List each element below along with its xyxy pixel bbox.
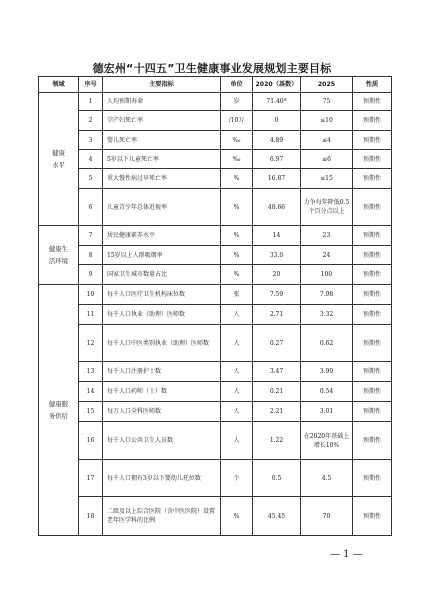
area-label: 活环境 <box>48 257 69 265</box>
table-row <box>39 226 392 246</box>
base-value: 4.89 <box>253 131 301 150</box>
row-number: 12 <box>79 325 103 362</box>
nature: 预期性 <box>353 285 392 305</box>
table-row <box>39 189 392 226</box>
indicator-name: 每千人口注册护士数 <box>103 362 221 382</box>
table-row <box>39 382 392 402</box>
header-indicator: 主要指标 <box>103 77 221 93</box>
nature: 预期性 <box>353 131 392 150</box>
table-row <box>39 265 392 285</box>
base-value: 6.97 <box>253 150 301 169</box>
area-cell <box>39 285 79 536</box>
target-value: 在2020年基础上增长10% <box>301 422 353 460</box>
base-value: 2.71 <box>253 305 301 325</box>
header-base-2020: 2020（基数） <box>253 77 301 93</box>
indicator-name: 儿童青少年总体近视率 <box>103 189 221 226</box>
base-value: 3.47 <box>253 362 301 382</box>
nature: 预期性 <box>353 382 392 402</box>
unit: ‰ <box>221 131 253 150</box>
nature: 预期性 <box>353 402 392 422</box>
indicator-name: 婴儿死亡率 <box>103 131 221 150</box>
row-number: 16 <box>79 422 103 460</box>
unit: % <box>221 226 253 246</box>
base-value: 2.21 <box>253 402 301 422</box>
target-value: 力争每年降低0.5个百分点以上 <box>301 189 353 226</box>
target-value: 0.62 <box>301 325 353 362</box>
table-row <box>39 150 392 169</box>
row-number: 13 <box>79 362 103 382</box>
indicator-name: 15岁以上人群吸烟率 <box>103 246 221 265</box>
area-label: 健康生 <box>48 244 69 253</box>
table-row <box>39 169 392 189</box>
header-nature: 性质 <box>353 77 392 93</box>
indicator-name: 5岁以下儿童死亡率 <box>103 150 221 169</box>
nature: 预期性 <box>353 150 392 169</box>
row-number: 14 <box>79 382 103 402</box>
unit: % <box>221 497 253 536</box>
indicator-name: 每千人口中医类别执业（助理）医师数 <box>103 325 221 362</box>
area-label: 健康 <box>52 148 65 157</box>
nature: 预期性 <box>353 325 392 362</box>
indicator-name: 每千人口公共卫生人员数 <box>103 422 221 460</box>
table-row <box>39 93 392 111</box>
row-number: 1 <box>79 93 103 111</box>
nature: 预期性 <box>353 246 392 265</box>
unit: % <box>221 246 253 265</box>
unit: ‰ <box>221 150 253 169</box>
base-value: 45.45 <box>253 497 301 536</box>
target-value: 4.5 <box>301 460 353 497</box>
row-number: 8 <box>79 246 103 265</box>
indicator-name: 二级及以上综合医院（含中医医院）设置老年医学科的比例 <box>103 497 221 536</box>
header-target-2025: 2025 <box>301 77 353 93</box>
area-cell <box>39 93 79 226</box>
base-value: 0.27 <box>253 325 301 362</box>
unit: 人 <box>221 325 253 362</box>
base-value: 33.0 <box>253 246 301 265</box>
base-value: 20 <box>253 265 301 285</box>
row-number: 15 <box>79 402 103 422</box>
unit: % <box>221 189 253 226</box>
area-label: 健康服 <box>48 399 69 408</box>
indicator-name: 每万人口全科医师数 <box>103 402 221 422</box>
document-title: 德宏州“十四五”卫生健康事业发展规划主要目标 <box>92 62 332 75</box>
unit: /10万 <box>221 111 253 131</box>
header-no: 序号 <box>79 77 103 93</box>
table-row <box>39 305 392 325</box>
area-label: 务供给 <box>48 412 69 420</box>
nature: 预期性 <box>353 265 392 285</box>
header-unit: 单位 <box>221 77 253 93</box>
base-value: 71.40* <box>253 93 301 111</box>
unit: % <box>221 265 253 285</box>
indicator-name: 重大慢性病过早死亡率 <box>103 169 221 189</box>
table-header-row <box>39 77 392 93</box>
table-row <box>39 325 392 362</box>
target-value: 100 <box>301 265 353 285</box>
nature: 预期性 <box>353 460 392 497</box>
unit: 张 <box>221 285 253 305</box>
row-number: 9 <box>79 265 103 285</box>
nature: 预期性 <box>353 422 392 460</box>
table-row <box>39 131 392 150</box>
base-value: 16.87 <box>253 169 301 189</box>
row-number: 17 <box>79 460 103 497</box>
nature: 预期性 <box>353 362 392 382</box>
unit: 人 <box>221 422 253 460</box>
unit: 人 <box>221 382 253 402</box>
target-value: 3.32 <box>301 305 353 325</box>
base-value: 0.21 <box>253 382 301 402</box>
row-number: 2 <box>79 111 103 131</box>
target-value: ≤15 <box>301 169 353 189</box>
row-number: 6 <box>79 189 103 226</box>
unit: 个 <box>221 460 253 497</box>
nature: 预期性 <box>353 497 392 536</box>
row-number: 18 <box>79 497 103 536</box>
unit: 岁 <box>221 93 253 111</box>
row-number: 11 <box>79 305 103 325</box>
nature: 预期性 <box>353 226 392 246</box>
target-value: 70 <box>301 497 353 536</box>
table-row <box>39 362 392 382</box>
indicator-name: 每千人口拥有3岁以下婴幼儿托位数 <box>103 460 221 497</box>
nature: 预期性 <box>353 189 392 226</box>
table-row <box>39 497 392 536</box>
targets-table <box>38 76 392 536</box>
indicator-name: 每千人口药师（士）数 <box>103 382 221 402</box>
unit: 人 <box>221 402 253 422</box>
row-number: 10 <box>79 285 103 305</box>
base-value: 0 <box>253 111 301 131</box>
base-value: 7.59 <box>253 285 301 305</box>
unit: 人 <box>221 362 253 382</box>
base-value: 0.5 <box>253 460 301 497</box>
row-number: 3 <box>79 131 103 150</box>
target-value: ≤6 <box>301 150 353 169</box>
nature: 预期性 <box>353 305 392 325</box>
target-value: 75 <box>301 93 353 111</box>
target-value: 23 <box>301 226 353 246</box>
area-label: 水平 <box>52 161 65 169</box>
target-value: ≤10 <box>301 111 353 131</box>
nature: 预期性 <box>353 169 392 189</box>
table-row <box>39 285 392 305</box>
target-value: 24 <box>301 246 353 265</box>
table-row <box>39 246 392 265</box>
nature: 预期性 <box>353 111 392 131</box>
unit: % <box>221 169 253 189</box>
page-number: — 1 — <box>330 549 363 560</box>
table-row <box>39 422 392 460</box>
indicator-name: 居民健康素养水平 <box>103 226 221 246</box>
table-row <box>39 111 392 131</box>
nature: 预期性 <box>353 93 392 111</box>
area-cell <box>39 226 79 285</box>
base-value: 1.22 <box>253 422 301 460</box>
indicator-name: 国家卫生城市数量占比 <box>103 265 221 285</box>
base-value: 14 <box>253 226 301 246</box>
target-value: 0.54 <box>301 382 353 402</box>
target-value: 7.98 <box>301 285 353 305</box>
target-value: 3.01 <box>301 402 353 422</box>
table-row <box>39 402 392 422</box>
row-number: 4 <box>79 150 103 169</box>
target-value: ≤4 <box>301 131 353 150</box>
target-value: 3.99 <box>301 362 353 382</box>
row-number: 5 <box>79 169 103 189</box>
table-row <box>39 460 392 497</box>
row-number: 7 <box>79 226 103 246</box>
indicator-name: 人均预期寿命 <box>103 93 221 111</box>
base-value: 48.66 <box>253 189 301 226</box>
unit: 人 <box>221 305 253 325</box>
header-area: 领域 <box>39 77 79 93</box>
indicator-name: 每千人口医疗卫生机构床位数 <box>103 285 221 305</box>
indicator-name: 每千人口执业（助理）医师数 <box>103 305 221 325</box>
indicator-name: 孕产妇死亡率 <box>103 111 221 131</box>
